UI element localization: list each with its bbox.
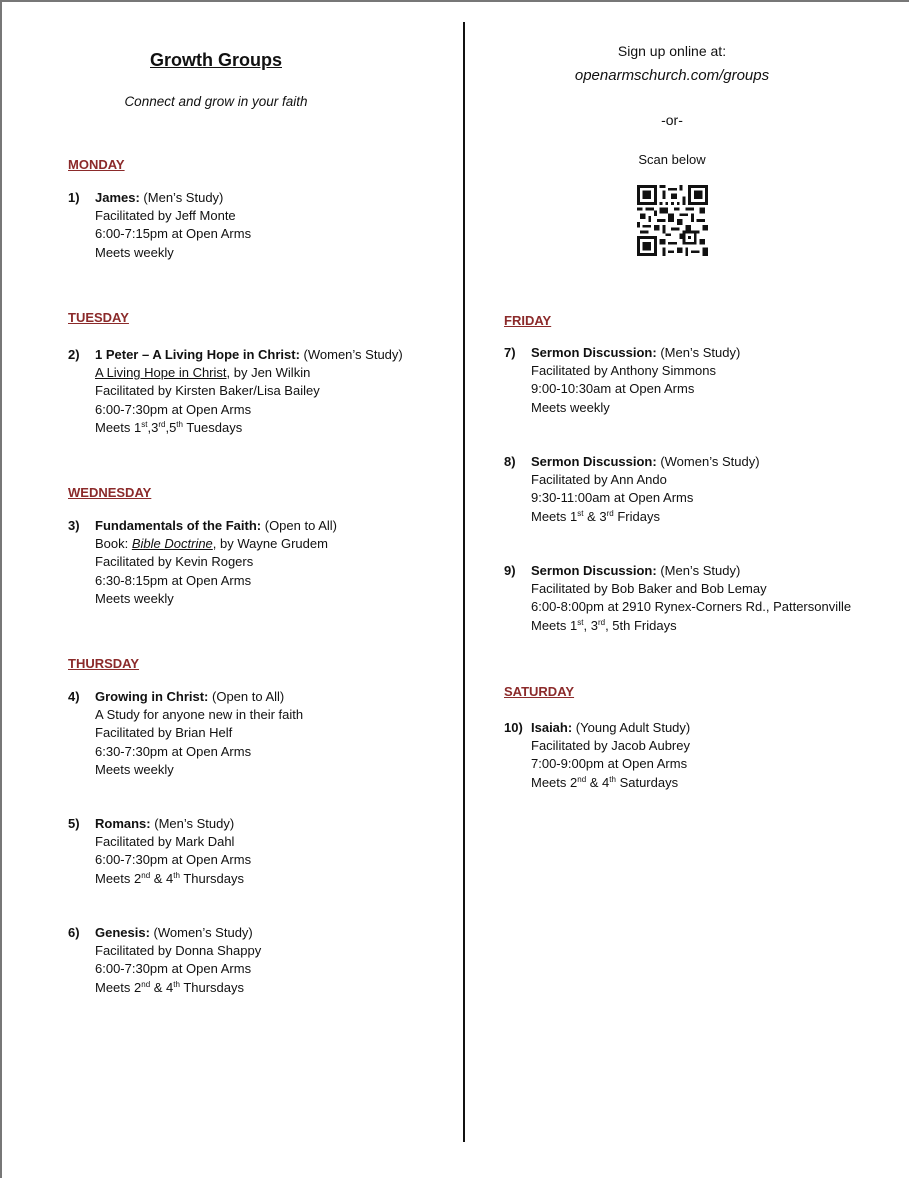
group-location: 6:00-8:00pm at 2910 Rynex-Corners Rd., Pattersonville	[531, 599, 852, 615]
group-type: (Men’s Study)	[656, 345, 741, 360]
column-divider	[463, 22, 465, 1142]
group-item	[504, 344, 740, 417]
group-name: Sermon Discussion:	[531, 454, 657, 469]
group-item	[504, 562, 851, 635]
group-time: 9:30-11:00am at Open Arms	[531, 490, 694, 506]
group-type: (Men’s Study)	[139, 190, 224, 205]
group-name: Sermon Discussion:	[531, 345, 657, 360]
group-item	[68, 924, 261, 997]
group-item	[68, 517, 337, 608]
group-number: 3)	[68, 518, 80, 533]
signup-url[interactable]: openarmschurch.com/groups	[574, 67, 770, 84]
group-name: Sermon Discussion:	[531, 563, 657, 578]
group-time: 6:00-7:30pm at Open Arms	[95, 961, 252, 977]
group-name: Isaiah:	[531, 720, 573, 735]
group-number: 5)	[68, 816, 80, 831]
book-author: , by Wayne Grudem	[212, 536, 328, 552]
group-frequency: Meets weekly	[95, 761, 174, 777]
day-heading-friday: FRIDAY	[504, 313, 552, 328]
group-facilitator: Facilitated by Kirsten Baker/Lisa Bailey	[95, 383, 320, 399]
group-facilitator: Facilitated by Anthony Simmons	[531, 363, 716, 379]
book-author: , by Jen Wilkin	[226, 365, 311, 381]
qr-code[interactable]	[637, 179, 708, 262]
group-number: 6)	[68, 925, 80, 940]
group-number: 8)	[504, 454, 516, 469]
group-item	[68, 688, 303, 779]
group-name: Genesis:	[95, 925, 150, 940]
group-time: 9:00-10:30am at Open Arms	[531, 381, 695, 397]
group-frequency: Meets 1st,3rd,5th Tuesdays	[95, 419, 243, 435]
scan-label: Scan below	[638, 152, 706, 167]
group-name: Growing in Christ:	[95, 689, 209, 704]
group-name: 1 Peter – A Living Hope in Christ:	[95, 347, 300, 362]
group-facilitator: Facilitated by Donna Shappy	[95, 943, 262, 959]
group-facilitator: Facilitated by Brian Helf	[95, 725, 233, 741]
group-facilitator: Facilitated by Kevin Rogers	[95, 554, 254, 570]
book-title: A Living Hope in Christ	[95, 365, 227, 381]
group-frequency: Meets 1st, 3rd, 5th Fridays	[531, 617, 677, 633]
group-type: (Women’s Study)	[149, 925, 253, 940]
group-number: 1)	[68, 190, 80, 205]
group-name: Romans:	[95, 816, 151, 831]
group-frequency: Meets 2nd & 4th Thursdays	[95, 870, 245, 886]
book-title: Bible Doctrine	[131, 536, 213, 552]
group-frequency: Meets weekly	[531, 399, 610, 415]
group-time: 7:00-9:00pm at Open Arms	[531, 756, 688, 772]
group-item	[504, 453, 760, 526]
day-heading-wednesday: WEDNESDAY	[68, 485, 152, 500]
group-facilitator: Facilitated by Jeff Monte	[95, 208, 236, 224]
group-facilitator: Facilitated by Mark Dahl	[95, 834, 235, 850]
group-frequency: Meets weekly	[95, 244, 174, 260]
group-type: (Women’s Study)	[299, 347, 403, 362]
signup-heading: Sign up online at:	[617, 43, 727, 59]
day-heading-tuesday: TUESDAY	[68, 310, 129, 325]
day-heading-saturday: SATURDAY	[504, 684, 575, 699]
group-item	[68, 189, 251, 262]
group-time: 6:30-7:30pm at Open Arms	[95, 743, 252, 759]
group-type: (Open to All)	[208, 689, 285, 704]
group-description: A Study for anyone new in their faith	[95, 707, 304, 723]
day-heading-monday: MONDAY	[68, 157, 125, 172]
group-number: 7)	[504, 345, 516, 360]
group-frequency: Meets 1st & 3rd Fridays	[531, 508, 660, 524]
book-label: Book:	[95, 536, 132, 552]
group-time: 6:00-7:30pm at Open Arms	[95, 852, 252, 868]
group-frequency: Meets 2nd & 4th Thursdays	[95, 979, 245, 995]
group-time: 6:30-8:15pm at Open Arms	[95, 572, 252, 588]
group-time: 6:00-7:15pm at Open Arms	[95, 226, 252, 242]
group-facilitator: Facilitated by Bob Baker and Bob Lemay	[531, 581, 767, 597]
signup-or: -or-	[661, 112, 683, 128]
group-name: Fundamentals of the Faith:	[95, 518, 262, 533]
group-number: 2)	[68, 347, 80, 362]
group-type: (Women’s Study)	[656, 454, 760, 469]
group-frequency: Meets weekly	[95, 590, 174, 606]
group-type: (Young Adult Study)	[572, 720, 691, 735]
page-subtitle: Connect and grow in your faith	[124, 94, 308, 109]
group-frequency: Meets 2nd & 4th Saturdays	[531, 774, 679, 790]
page-title: Growth Groups	[150, 50, 282, 70]
group-facilitator: Facilitated by Ann Ando	[531, 472, 667, 488]
group-time: 6:00-7:30pm at Open Arms	[95, 401, 252, 417]
group-item	[504, 719, 690, 792]
group-number: 9)	[504, 563, 516, 578]
day-heading-thursday: THURSDAY	[68, 656, 140, 671]
group-number: 10)	[504, 720, 523, 735]
group-name: James:	[95, 190, 140, 205]
group-type: (Open to All)	[261, 518, 337, 533]
group-number: 4)	[68, 689, 80, 704]
group-item	[68, 346, 403, 437]
group-type: (Men’s Study)	[150, 816, 235, 831]
group-type: (Men’s Study)	[656, 563, 741, 578]
group-facilitator: Facilitated by Jacob Aubrey	[531, 738, 690, 754]
group-item	[68, 815, 251, 888]
